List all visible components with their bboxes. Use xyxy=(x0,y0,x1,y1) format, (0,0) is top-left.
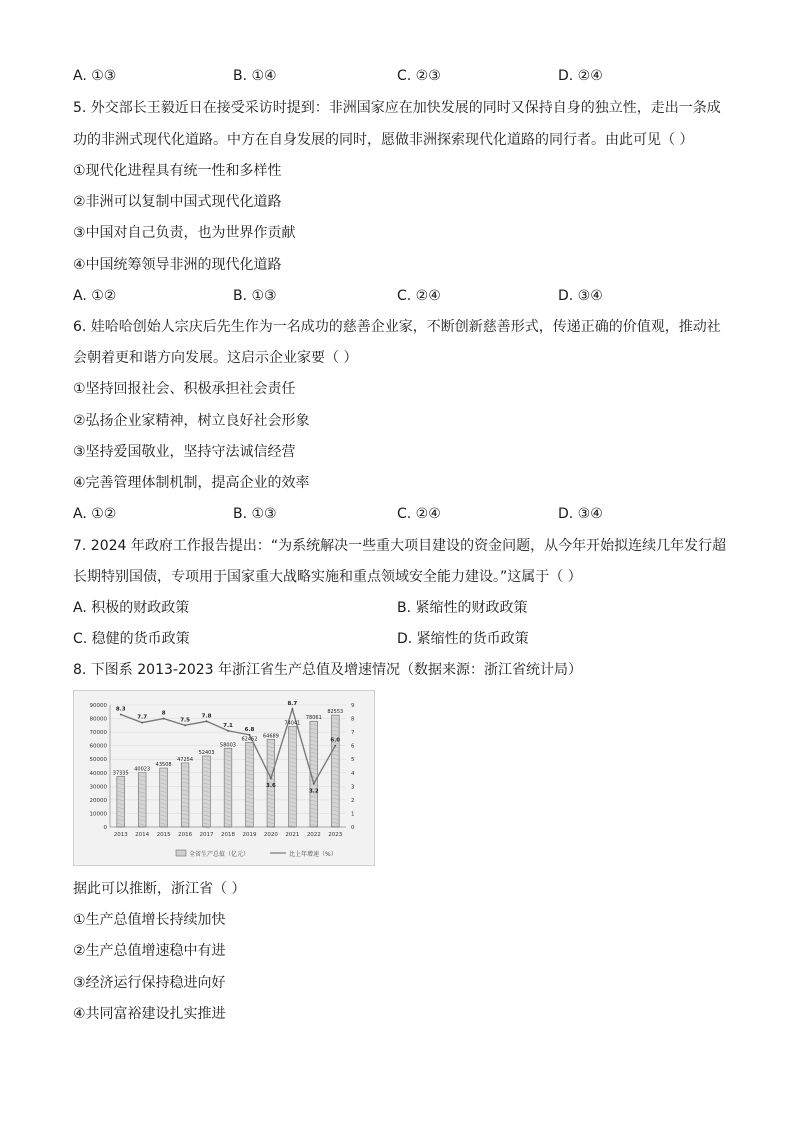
bar-label: 40023 xyxy=(134,766,151,773)
q6-item-3: ③坚持爱国敬业，坚持守法诚信经营 xyxy=(73,444,296,460)
growth-point xyxy=(334,745,336,747)
q7-stem-line2: 长期特别国债，专项用于国家重大战略实施和重点领域安全能力建设。”这属于（ ） xyxy=(73,569,582,585)
y-tick-left: 20000 xyxy=(89,797,107,804)
x-tick-label: 2014 xyxy=(135,832,150,838)
q5-option-b: B. ①③ xyxy=(233,288,277,304)
q5-option-d: D. ③④ xyxy=(558,288,603,304)
growth-label: 6.8 xyxy=(244,726,255,733)
bar xyxy=(181,763,189,827)
y-tick-right: 7 xyxy=(351,730,355,737)
q7-stem-line1: 7. 2024 年政府工作报告提出：“为系统解决一些重大项目建设的资金问题，从今年开始拟连续几年发行超 xyxy=(73,538,727,554)
y-tick-left: 10000 xyxy=(89,811,107,818)
x-tick-label: 2023 xyxy=(328,832,343,838)
y-tick-left: 70000 xyxy=(89,730,107,737)
growth-point xyxy=(270,777,272,779)
x-tick-label: 2013 xyxy=(113,832,128,838)
q4-option-d: D. ②④ xyxy=(558,68,603,84)
bar-label: 43508 xyxy=(155,762,172,769)
y-tick-right: 6 xyxy=(351,743,355,750)
growth-point xyxy=(313,783,315,785)
q6-option-a: A. ①② xyxy=(73,506,117,522)
y-tick-right: 9 xyxy=(351,703,355,709)
legend-line-label: 比上年增速（%） xyxy=(289,851,337,858)
growth-label: 8 xyxy=(161,710,166,717)
q6-stem-line2: 会朝着更和谐方向发展。这启示企业家要（ ） xyxy=(73,350,358,366)
growth-label: 7.8 xyxy=(201,713,212,720)
bar-label: 82553 xyxy=(327,709,344,716)
q6-item-2: ②弘扬企业家精神，树立良好社会形象 xyxy=(73,413,310,429)
bar-label: 78061 xyxy=(305,715,322,722)
q5-option-a: A. ①② xyxy=(73,288,117,304)
q7-option-c: C. 稳健的货币政策 xyxy=(73,631,190,647)
y-tick-left: 0 xyxy=(103,825,107,831)
q5-stem-line2: 功的非洲式现代化道路。中方在自身发展的同时，愿做非洲探索现代化道路的同行者。由此可见（ ） xyxy=(73,132,694,148)
growth-label: 7.1 xyxy=(223,722,233,729)
bar-label: 52403 xyxy=(198,749,215,756)
y-tick-right: 4 xyxy=(351,770,355,777)
y-tick-right: 1 xyxy=(351,811,355,818)
q6-option-c: C. ②④ xyxy=(397,506,441,522)
growth-point xyxy=(206,720,208,722)
x-tick-label: 2021 xyxy=(285,832,300,838)
q8-stem: 8. 下图系 2013-2023 年浙江省生产总值及增速情况（数据来源：浙江省统计局） xyxy=(73,662,583,678)
y-tick-right: 3 xyxy=(351,784,355,791)
x-tick-label: 2019 xyxy=(242,832,257,838)
bar-label: 64689 xyxy=(262,733,279,740)
growth-label: 6.0 xyxy=(330,737,341,744)
y-tick-left: 30000 xyxy=(89,784,107,791)
bar-label: 58003 xyxy=(220,742,236,749)
y-tick-left: 40000 xyxy=(89,770,107,777)
bar xyxy=(246,742,254,827)
q8-item-4: ④共同富裕建设扎实推进 xyxy=(73,1006,226,1022)
y-tick-right: 2 xyxy=(351,797,355,804)
q5-item-3: ③中国对自己负责，也为世界作贡献 xyxy=(73,225,296,241)
q6-option-b: B. ①③ xyxy=(233,506,277,522)
bar xyxy=(160,768,168,827)
gdp-chart xyxy=(73,690,375,866)
q5-item-2: ②非洲可以复制中国式现代化道路 xyxy=(73,194,282,210)
q4-option-a: A. ①③ xyxy=(73,68,117,84)
q6-stem-line1: 6. 娃哈哈创始人宗庆后先生作为一名成功的慈善企业家，不断创新慈善形式，传递正确的价值观，推动社 xyxy=(73,319,721,335)
y-tick-left: 80000 xyxy=(89,716,107,723)
q5-item-1: ①现代化进程具有统一性和多样性 xyxy=(73,163,282,179)
q7-option-d: D. 紧缩性的货币政策 xyxy=(397,631,529,647)
growth-label: 8.7 xyxy=(287,701,298,708)
q8-item-1: ①生产总值增长持续加快 xyxy=(73,912,226,928)
growth-label: 7.7 xyxy=(137,714,148,721)
q6-item-1: ①坚持回报社会、积极承担社会责任 xyxy=(73,381,296,397)
gdp-chart-svg xyxy=(74,691,374,865)
q5-item-4: ④中国统筹领导非洲的现代化道路 xyxy=(73,257,282,273)
growth-point xyxy=(141,722,143,724)
q8-item-2: ②生产总值增速稳中有进 xyxy=(73,943,226,959)
q5-stem-line1: 5. 外交部长王毅近日在接受采访时提到：非洲国家应在加快发展的同时又保持自身的独立性，走出一条成 xyxy=(73,100,721,116)
q6-item-4: ④完善管理体制机制，提高企业的效率 xyxy=(73,475,310,491)
q6-option-d: D. ③④ xyxy=(558,506,603,522)
legend-bar-label: 全省生产总值（亿元） xyxy=(189,851,250,858)
growth-point xyxy=(120,714,122,716)
bar-label: 62462 xyxy=(241,736,258,743)
q8-item-3: ③经济运行保持稳进向好 xyxy=(73,975,226,991)
q4-option-c: C. ②③ xyxy=(397,68,441,84)
growth-point xyxy=(184,724,186,726)
bar-label: 47254 xyxy=(177,756,194,763)
y-tick-right: 0 xyxy=(351,825,355,831)
growth-label: 7.5 xyxy=(180,717,190,724)
growth-point xyxy=(163,718,165,720)
growth-label: 8.3 xyxy=(115,706,126,713)
legend-bar-swatch xyxy=(176,850,186,856)
growth-point xyxy=(227,730,229,732)
x-tick-label: 2015 xyxy=(156,832,171,838)
growth-point xyxy=(291,708,293,710)
x-tick-label: 2018 xyxy=(221,832,235,838)
q7-option-a: A. 积极的财政政策 xyxy=(73,600,190,616)
bar-label: 74041 xyxy=(284,720,301,727)
q8-after: 据此可以推断，浙江省（ ） xyxy=(73,881,246,897)
y-tick-right: 8 xyxy=(351,716,355,723)
bar-label: 37335 xyxy=(112,770,129,777)
x-tick-label: 2016 xyxy=(178,832,193,838)
growth-label: 3.6 xyxy=(266,783,276,790)
x-tick-label: 2017 xyxy=(199,832,214,838)
x-tick-label: 2022 xyxy=(306,832,321,838)
growth-label: 3.2 xyxy=(308,788,319,795)
x-tick-label: 2020 xyxy=(263,832,278,838)
q7-option-b: B. 紧缩性的财政政策 xyxy=(397,600,528,616)
y-tick-left: 60000 xyxy=(89,743,107,750)
y-tick-right: 5 xyxy=(351,757,355,764)
q5-option-c: C. ②④ xyxy=(397,288,441,304)
y-tick-left: 90000 xyxy=(89,703,107,709)
q4-option-b: B. ①④ xyxy=(233,68,277,84)
y-tick-left: 50000 xyxy=(89,757,107,764)
